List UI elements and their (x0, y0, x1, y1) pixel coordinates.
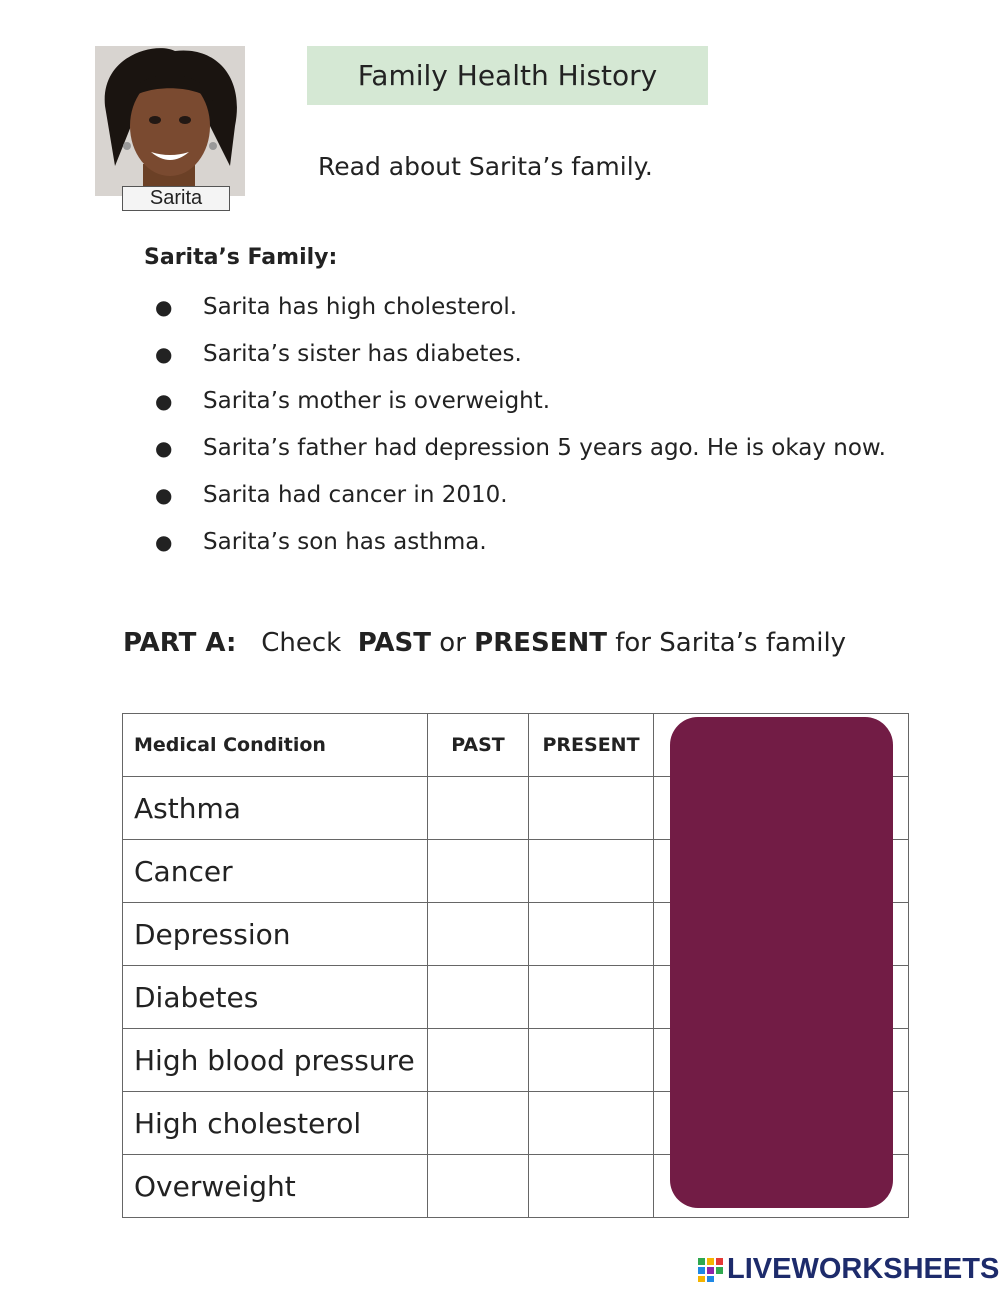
list-item (155, 378, 886, 425)
liveworksheets-logo-icon (697, 1255, 725, 1283)
facts-list (155, 284, 886, 566)
list-item (155, 519, 886, 566)
instruction-for: for Sarita’s family (615, 628, 847, 658)
past-checkbox-cell[interactable] (428, 1092, 529, 1155)
present-checkbox-cell[interactable] (529, 903, 654, 966)
instruction-check: Check (261, 628, 342, 658)
dropzone-overlay[interactable] (670, 717, 893, 1208)
header-present: PRESENT (529, 714, 654, 777)
present-checkbox-cell[interactable] (529, 1092, 654, 1155)
header-past: PAST (428, 714, 529, 777)
condition-cell: Cancer (123, 840, 428, 903)
bullet-icon: ● (155, 530, 173, 554)
past-checkbox-cell[interactable] (428, 1155, 529, 1218)
bullet-icon: ● (155, 389, 173, 413)
instruction-or: or (439, 628, 466, 658)
present-checkbox-cell[interactable] (529, 840, 654, 903)
part-a-label: PART A: (123, 628, 237, 658)
part-a-instruction (123, 628, 846, 658)
intro-text: Read about Sarita’s family. (318, 152, 653, 181)
list-item (155, 284, 886, 331)
instruction-past: PAST (357, 628, 432, 658)
condition-cell: High cholesterol (123, 1092, 428, 1155)
instruction-present: PRESENT (474, 628, 607, 658)
bullet-icon: ● (155, 483, 173, 507)
present-checkbox-cell[interactable] (529, 1029, 654, 1092)
condition-cell: Diabetes (123, 966, 428, 1029)
past-checkbox-cell[interactable] (428, 1029, 529, 1092)
fact-text: Sarita had cancer in 2010. (203, 482, 508, 508)
fact-text: Sarita has high cholesterol. (203, 294, 518, 320)
past-checkbox-cell[interactable] (428, 777, 529, 840)
bullet-icon: ● (155, 295, 173, 319)
family-heading: Sarita’s Family: (144, 245, 338, 270)
list-item (155, 425, 886, 472)
fact-text: Sarita’s mother is overweight. (203, 388, 551, 414)
page-title: Family Health History (307, 46, 708, 105)
list-item (155, 472, 886, 519)
past-checkbox-cell[interactable] (428, 840, 529, 903)
past-checkbox-cell[interactable] (428, 903, 529, 966)
present-checkbox-cell[interactable] (529, 966, 654, 1029)
fact-text: Sarita’s son has asthma. (203, 529, 487, 555)
photo-caption: Sarita (122, 186, 230, 211)
brand-footer (697, 1253, 999, 1285)
past-checkbox-cell[interactable] (428, 966, 529, 1029)
brand-name: LIVEWORKSHEETS (727, 1252, 1000, 1285)
list-item (155, 331, 886, 378)
condition-cell: Overweight (123, 1155, 428, 1218)
present-checkbox-cell[interactable] (529, 1155, 654, 1218)
bullet-icon: ● (155, 436, 173, 460)
condition-cell: High blood pressure (123, 1029, 428, 1092)
bullet-icon: ● (155, 342, 173, 366)
profile-photo (95, 46, 245, 196)
fact-text: Sarita’s sister has diabetes. (203, 341, 522, 367)
condition-cell: Asthma (123, 777, 428, 840)
fact-text: Sarita’s father had depression 5 years ago. He is okay now. (203, 435, 886, 461)
condition-cell: Depression (123, 903, 428, 966)
present-checkbox-cell[interactable] (529, 777, 654, 840)
header-medical-condition: Medical Condition (123, 714, 428, 777)
